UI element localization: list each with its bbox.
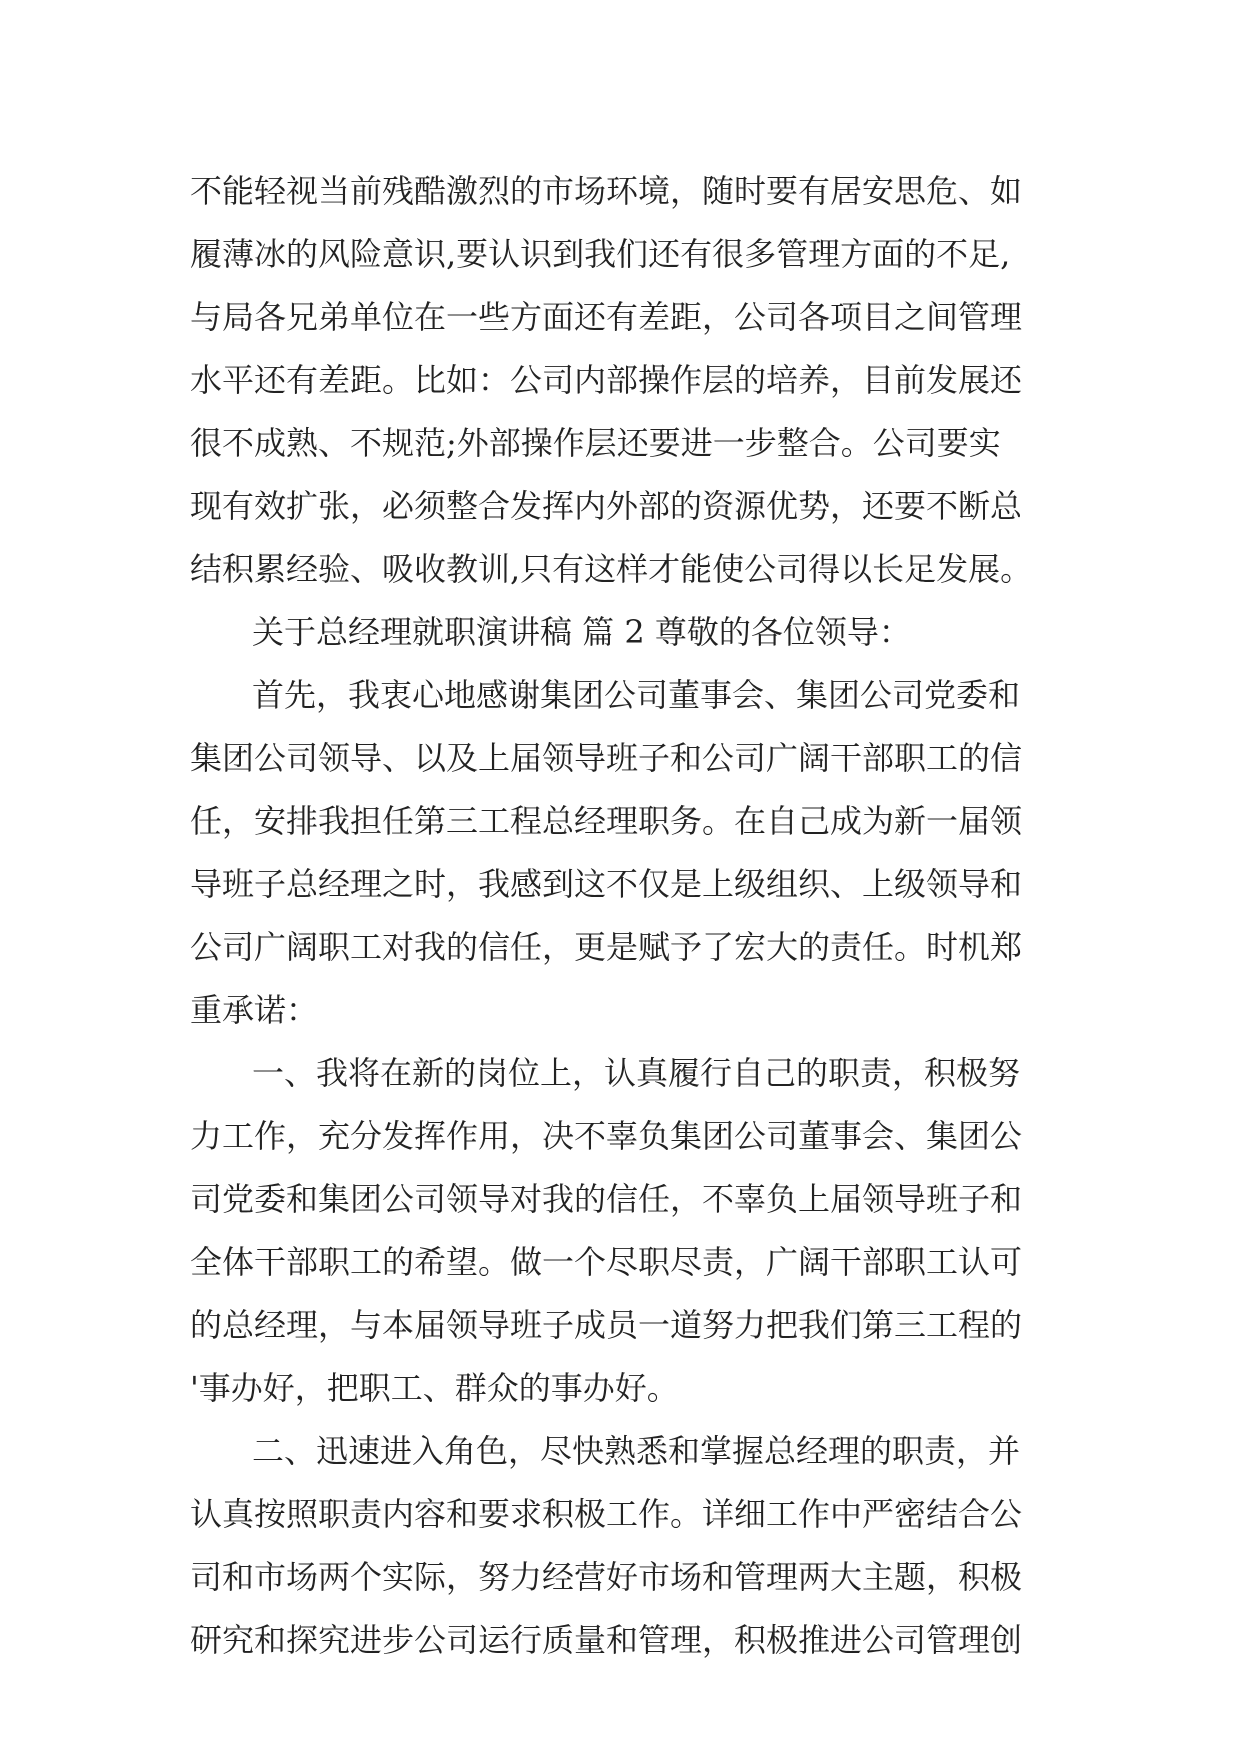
- section-heading: 关于总经理就职演讲稿 篇 2 尊敬的各位领导：: [252, 613, 911, 651]
- text-line: 司和市场两个实际，努力经营好市场和管理两大主题，积极: [190, 1558, 1023, 1596]
- text-line: 履薄冰的风险意识,要认识到我们还有很多管理方面的不足,: [190, 235, 1011, 273]
- text-line: 结积累经验、吸收教训,只有这样才能使公司得以长足发展。: [190, 550, 1033, 588]
- text-line: 一、我将在新的岗位上，认真履行自己的职责，积极努: [252, 1054, 1021, 1092]
- text-line: 公司广阔职工对我的信任，更是赋予了宏大的责任。时机郑: [190, 928, 1023, 966]
- text-line: 司党委和集团公司领导对我的信任，不辜负上届领导班子和: [190, 1180, 1023, 1218]
- text-line: 认真按照职责内容和要求积极工作。详细工作中严密结合公: [190, 1495, 1023, 1533]
- text-line: 二、迅速进入角色，尽快熟悉和掌握总经理的职责，并: [252, 1432, 1021, 1470]
- text-line: 的总经理，与本届领导班子成员一道努力把我们第三工程的: [190, 1306, 1023, 1344]
- text-line: 任，安排我担任第三工程总经理职务。在自己成为新一届领: [190, 802, 1023, 840]
- text-line: 不能轻视当前残酷激烈的市场环境，随时要有居安思危、如: [190, 172, 1023, 210]
- text-line: 重承诺：: [190, 991, 319, 1029]
- text-line: 水平还有差距。比如：公司内部操作层的培养，目前发展还: [190, 361, 1023, 399]
- text-line: 全体干部职工的希望。做一个尽职尽责，广阔干部职工认可: [190, 1243, 1023, 1281]
- text-line: 研究和探究进步公司运行质量和管理，积极推进公司管理创: [190, 1621, 1023, 1659]
- text-line: 集团公司领导、以及上届领导班子和公司广阔干部职工的信: [190, 739, 1023, 777]
- text-line: 很不成熟、不规范;外部操作层还要进一步整合。公司要实: [190, 424, 1001, 462]
- text-line: 导班子总经理之时，我感到这不仅是上级组织、上级领导和: [190, 865, 1023, 903]
- text-line: 首先，我衷心地感谢集团公司董事会、集团公司党委和: [252, 676, 1021, 714]
- text-line: 现有效扩张，必须整合发挥内外部的资源优势，还要不断总: [190, 487, 1023, 525]
- text-line: 力工作，充分发挥作用，决不辜负集团公司董事会、集团公: [190, 1117, 1023, 1155]
- text-line: '事办好，把职工、群众的事办好。: [190, 1369, 679, 1407]
- text-line: 与局各兄弟单位在一些方面还有差距，公司各项目之间管理: [190, 298, 1023, 336]
- body-text: [190, 160, 1090, 1672]
